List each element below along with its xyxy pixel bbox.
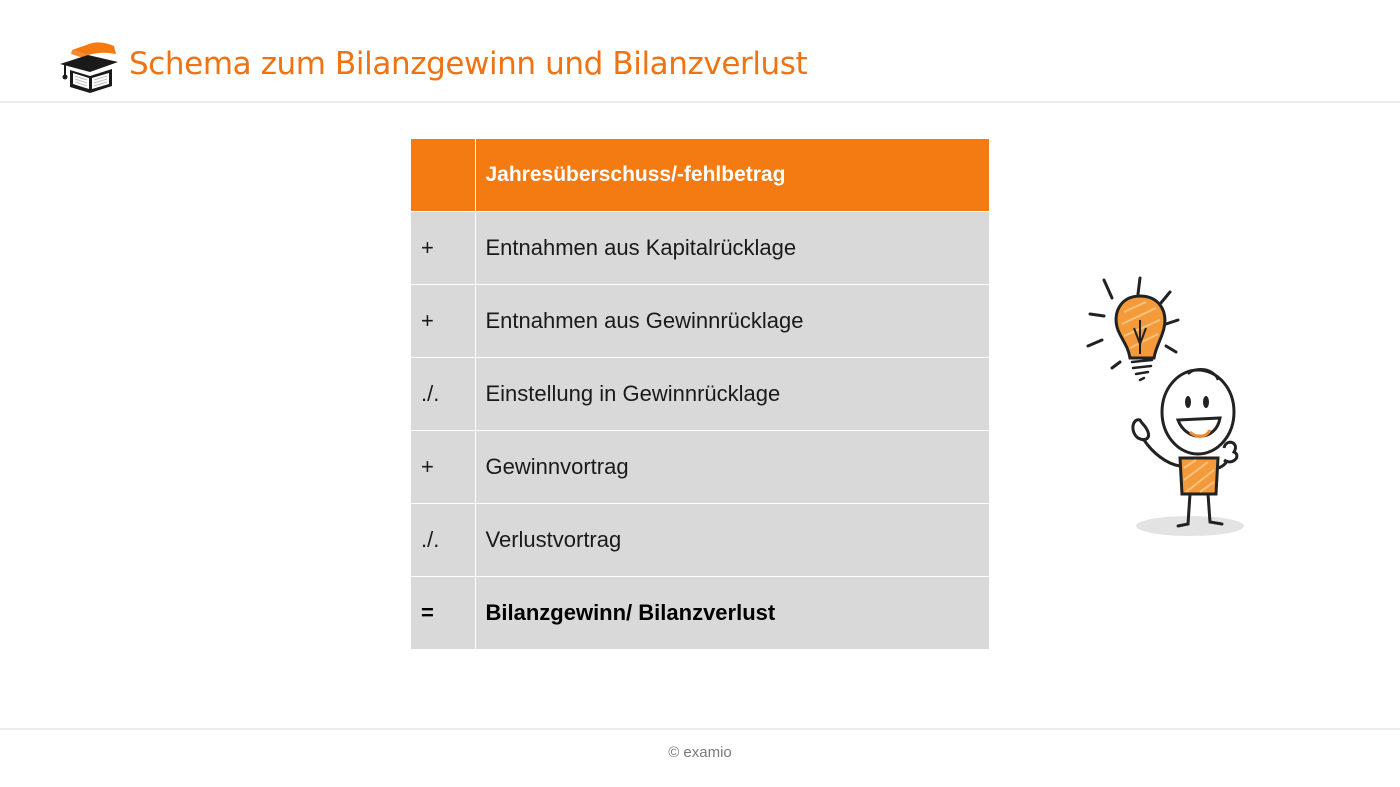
label-cell: Bilanzgewinn/ Bilanzverlust: [475, 577, 989, 650]
table-row: [411, 358, 989, 431]
operator-cell: ./.: [411, 358, 475, 431]
label-cell: Einstellung in Gewinnrücklage: [475, 358, 989, 431]
copyright-text: © examio: [668, 744, 732, 761]
label-cell: Entnahmen aus Kapitalrücklage: [475, 212, 989, 285]
operator-cell: =: [411, 577, 475, 650]
operator-cell: ./.: [411, 504, 475, 577]
graduation-cap-book-icon: [58, 40, 120, 94]
operator-cell: [411, 139, 475, 212]
label-cell: Gewinnvortrag: [475, 431, 989, 504]
table-row: [411, 285, 989, 358]
label-cell: Verlustvortrag: [475, 504, 989, 577]
operator-cell: +: [411, 212, 475, 285]
table-row: [411, 431, 989, 504]
profit-loss-schema-table: [411, 139, 990, 649]
table-row: [411, 212, 989, 285]
table-row: [411, 504, 989, 577]
table-header-row: [411, 139, 989, 212]
label-cell: Entnahmen aus Gewinnrücklage: [475, 285, 989, 358]
page-title: Schema zum Bilanzgewinn und Bilanzverlust: [129, 46, 808, 82]
operator-cell: +: [411, 431, 475, 504]
table-result-row: [411, 577, 989, 650]
stick-figure-lightbulb-icon: [1020, 262, 1320, 562]
operator-cell: +: [411, 285, 475, 358]
label-cell: Jahresüberschuss/-fehlbetrag: [475, 139, 989, 212]
slide-header: [0, 0, 1400, 103]
slide-footer: [0, 728, 1400, 787]
